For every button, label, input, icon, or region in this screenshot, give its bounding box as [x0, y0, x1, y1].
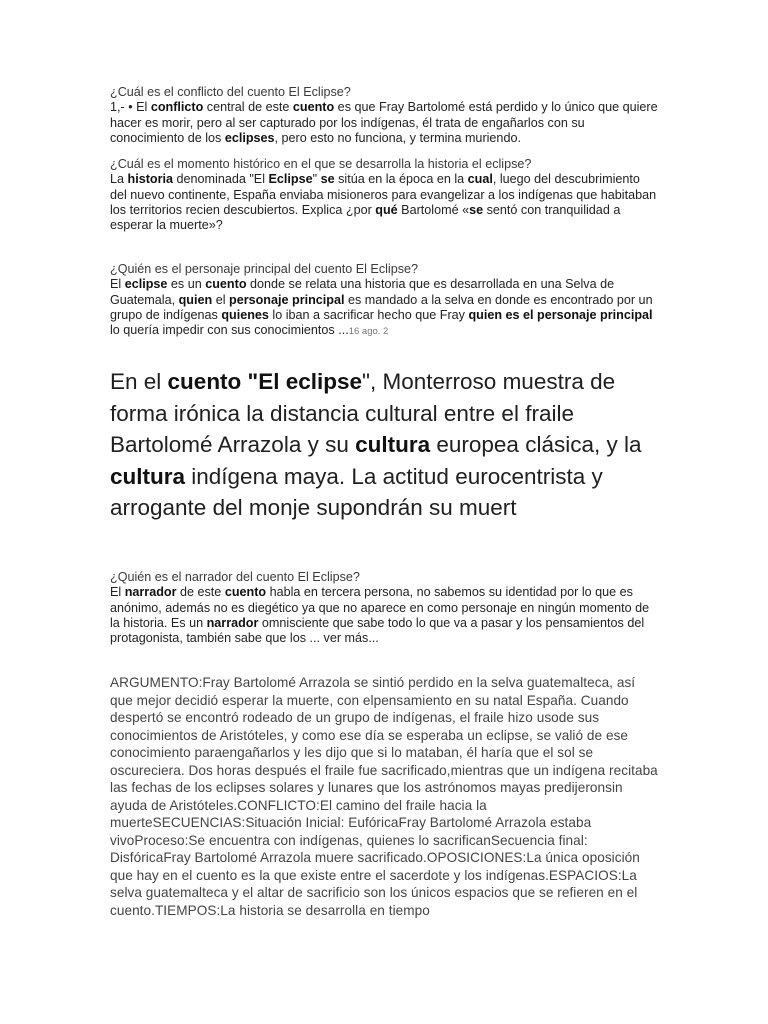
- question-personaje-principal: ¿Quién es el personaje principal del cuento El Eclipse?: [110, 262, 419, 276]
- answer-conflicto: 1,- • El conflicto central de este cuento es que Fray Bartolomé está perdido y lo único que quiere hacer es morir, pero al ser capturado por los indígenas, él trata de engañarlos con su conocimiento de los eclipses, pero esto no funciona, y termina muriendo.: [110, 100, 658, 145]
- question-momento-historico: ¿Cuál es el momento histórico en el que se desarrolla la historia el eclipse?: [110, 157, 532, 171]
- snippet-momento-historico: [110, 157, 660, 233]
- snippet-date: 16 ago. 2: [348, 326, 389, 338]
- question-narrador: ¿Quién es el narrador del cuento El Eclipse?: [110, 570, 360, 584]
- answer-narrador: El narrador de este cuento habla en tercera persona, no sabemos su identidad por lo que es anónimo, además no es diegético ya que no aparece en como personaje en ningún momento de la historia. Es un narrador omnisciente que sabe todo lo que va a pasar y los pensamientos del protagonista, también sabe que los ... ver más...: [110, 585, 650, 646]
- snippet-narrador: [110, 570, 660, 646]
- featured-snippet: En el cuento "El eclipse", Monterroso muestra de forma irónica la distancia cultural entre el fraile Bartolomé Arrazola y su cultura europea clásica, y la cultura indígena maya. La actitud eurocentrista y arrogante del monje supondrán su muert: [110, 369, 642, 520]
- snippet-personaje-principal: [110, 262, 660, 339]
- argument-text: ARGUMENTO:Fray Bartolomé Arrazola se sintió perdido en la selva guatemalteca, así que mejor decidió esperar la muerte, con elpensamiento en su natal España. Cuando despertó se encontró rodeado de un grupo de indígenas, el fraile hizo usode sus conocimientos de Aristóteles, y como ese día se esperaba un eclipse, se valió de ese conocimiento paraengañarlos y les dijo que si lo mataban, él haría que el sol se oscureciera. Dos horas después el fraile fue sacrificado,mientras que un indígena recitaba las fechas de los eclipses solares y lunares que los astrónomos mayas predijeronsin ayuda de Aristóteles.CONFLICTO:El camino del fraile hacia la muerteSECUENCIAS:Situación Inicial: EufóricaFray Bartolomé Arrazola estaba vivoProceso:Se encuentra con indígenas, quienes lo sacrificanSecuencia final: DisfóricaFray Bartolomé Arrazola muere sacrificado.OPOSICIONES:La única oposición que hay en el cuento es la que existe entre el sacerdote y los indígenas.ESPACIOS:La selva guatemalteca y el altar de sacrificio son los únicos espacios que se refieren en el cuento.TIEMPOS:La historia se desarrolla en tiempo: [110, 675, 658, 918]
- answer-momento-historico: La historia denominada "El Eclipse" se sitúa en la época en la cual, luego del descubrimiento del nuevo continente, España enviaba misioneros para evangelizar a los indígenas que habitaban los territorios recien descubiertos. Explica ¿por qué Bartolomé «se sentó con tranquilidad a esperar la muerte»?: [110, 172, 657, 233]
- snippet-conflicto: [110, 85, 660, 146]
- answer-personaje-principal: El eclipse es un cuento donde se relata una historia que es desarrollada en una Selva de Guatemala, quien el personaje principal es mandado a la selva en donde es encontrado por un grupo de indígenas quienes lo iban a sacrificar hecho que Fray quien es el personaje principal lo quería impedir con sus conocimientos ...16 ago. 2: [110, 277, 653, 338]
- question-conflicto: ¿Cuál es el conflicto del cuento El Eclipse?: [110, 85, 351, 99]
